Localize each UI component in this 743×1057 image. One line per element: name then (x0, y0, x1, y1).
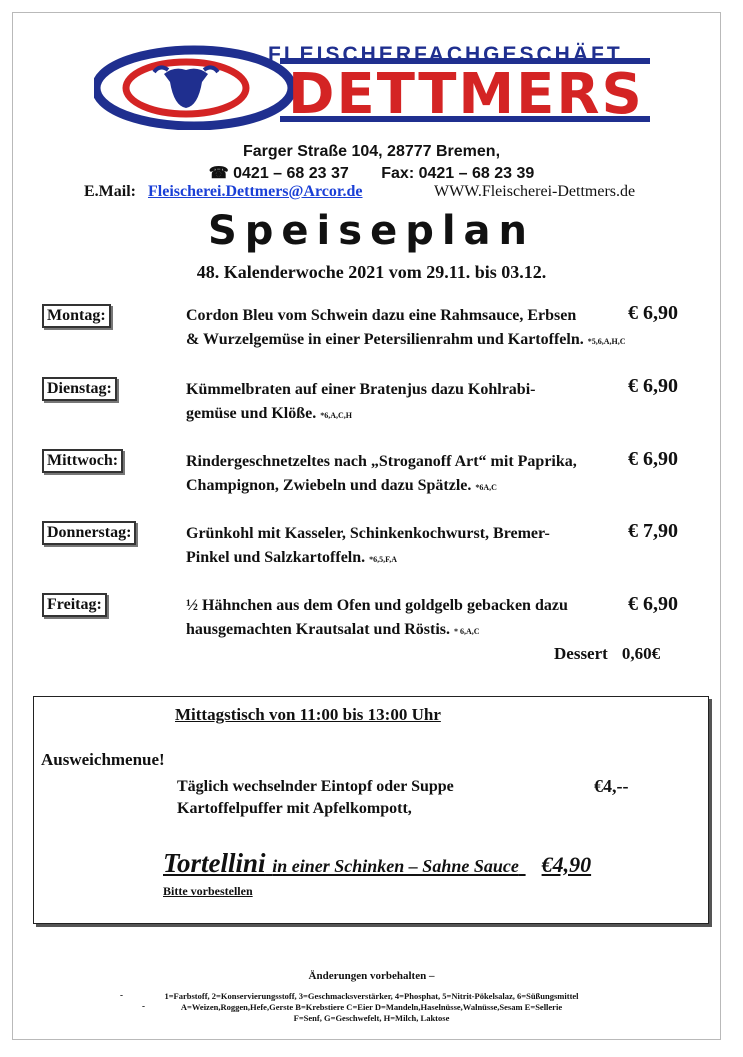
dish-line: ½ Hähnchen aus dem Ofen und goldgelb gebacken dazu (186, 597, 568, 614)
dessert (554, 644, 660, 664)
email-line (84, 183, 363, 201)
dish-line: Grünkohl mit Kasseler, Schinkenkochwurst, Bremer- (186, 525, 550, 542)
alternative-line-2: Kartoffelpuffer mit Apfelkompott, (177, 800, 412, 817)
special-price: €4,90 (541, 852, 592, 877)
page-title: Speiseplan (207, 208, 536, 254)
special-description: in einer Schinken – Sahne Sauce (272, 856, 519, 876)
week-range: 48. Kalenderwoche 2021 vom 29.11. bis 03.12. (196, 262, 547, 282)
allergen-codes: *6,5,F,A (369, 555, 398, 564)
allergen-codes: *6A,C (475, 483, 497, 492)
dish-line: Rindergeschnetzeltes nach „Stroganoff Art“ mit Paprika, (186, 453, 577, 470)
dish-line: & Wurzelgemüse in einer Petersilienrahm und Kartoffeln. (186, 331, 584, 348)
day-label-tuesday: Dienstag: (42, 377, 117, 401)
alternative-price: €4,-- (594, 776, 629, 796)
day-label-monday: Montag: (42, 304, 111, 328)
day-label-thursday: Donnerstag: (42, 521, 136, 545)
changes-note: Änderungen vorbehalten – (308, 970, 435, 982)
dish-monday (186, 304, 626, 354)
dish-line: Pinkel und Salzkartoffeln. (186, 549, 366, 566)
legend-allergens: A=Weizen,Roggen,Hefe,Gerste B=Krebstiere C=Eier D=Mandeln,Haselnüsse,Walnüsse,Sesam E=Sellerie (180, 1002, 563, 1012)
dish-friday (186, 594, 626, 644)
dish-line: gemüse und Klöße. (186, 405, 317, 422)
day-label-wednesday: Mittwoch: (42, 449, 123, 473)
price-tuesday: € 6,90 (628, 375, 678, 397)
telephone-icon: ☎ (208, 165, 229, 182)
phone-fax-line (0, 163, 743, 183)
address: Farger Straße 104, 28777 Bremen, (242, 143, 501, 160)
price-monday: € 6,90 (628, 302, 678, 324)
phone-number: 0421 – 68 23 37 (233, 165, 349, 182)
special-offer (163, 848, 591, 879)
dessert-price: 0,60€ (621, 644, 661, 663)
legend-additives: 1=Farbstoff, 2=Konservierungsstoff, 3=Geschmacksverstärker, 4=Phosphat, 5=Nitrit-Pökelsalaz, 6=Süßungsmittel (164, 991, 579, 1001)
dish-wednesday (186, 450, 626, 500)
dish-line: Kümmelbraten auf einer Bratenjus dazu Kohlrabi- (186, 381, 536, 398)
price-wednesday: € 6,90 (628, 448, 678, 470)
allergen-codes: *6,A,C,H (320, 411, 353, 420)
dish-thursday (186, 522, 626, 572)
special-name: Tortellini (163, 848, 266, 878)
dish-line: hausgemachten Krautsalat und Röstis. (186, 621, 451, 638)
email-link[interactable]: Fleischerei.Dettmers@Arcor.de (148, 183, 363, 200)
lunch-hours: Mittagstisch von 11:00 bis 13:00 Uhr (175, 705, 441, 724)
price-friday: € 6,90 (628, 593, 678, 615)
svg-text:DETTMERS: DETTMERS (288, 62, 644, 127)
logo-tagline: FLEISCHERFACHGESCHÄFT (268, 43, 623, 66)
dish-tuesday (186, 378, 626, 428)
website: WWW.Fleischerei-Dettmers.de (434, 183, 636, 200)
price-thursday: € 7,90 (628, 520, 678, 542)
dish-line: Champignon, Zwiebeln und dazu Spätzle. (186, 477, 472, 494)
fax-number: Fax: 0421 – 68 23 39 (381, 165, 535, 182)
dish-line: Cordon Bleu vom Schwein dazu eine Rahmsauce, Erbsen (186, 307, 577, 324)
email-label: E.Mail: (84, 183, 136, 200)
list-dash: - (142, 1001, 145, 1011)
allergen-codes: *5,6,A,H,C (587, 337, 626, 346)
list-dash: - (120, 990, 123, 1000)
alternative-line-1: Täglich wechselnder Eintopf oder Suppe (177, 778, 454, 795)
allergen-codes: * 6,A,C (454, 627, 480, 636)
legend-allergens-2: F=Senf, G=Geschwefelt, H=Milch, Laktose (293, 1013, 450, 1023)
order-note: Bitte vorbestellen (163, 884, 253, 898)
alternative-title: Ausweichmenue! (41, 750, 165, 769)
dessert-label: Dessert (554, 644, 608, 663)
day-label-friday: Freitag: (42, 593, 107, 617)
